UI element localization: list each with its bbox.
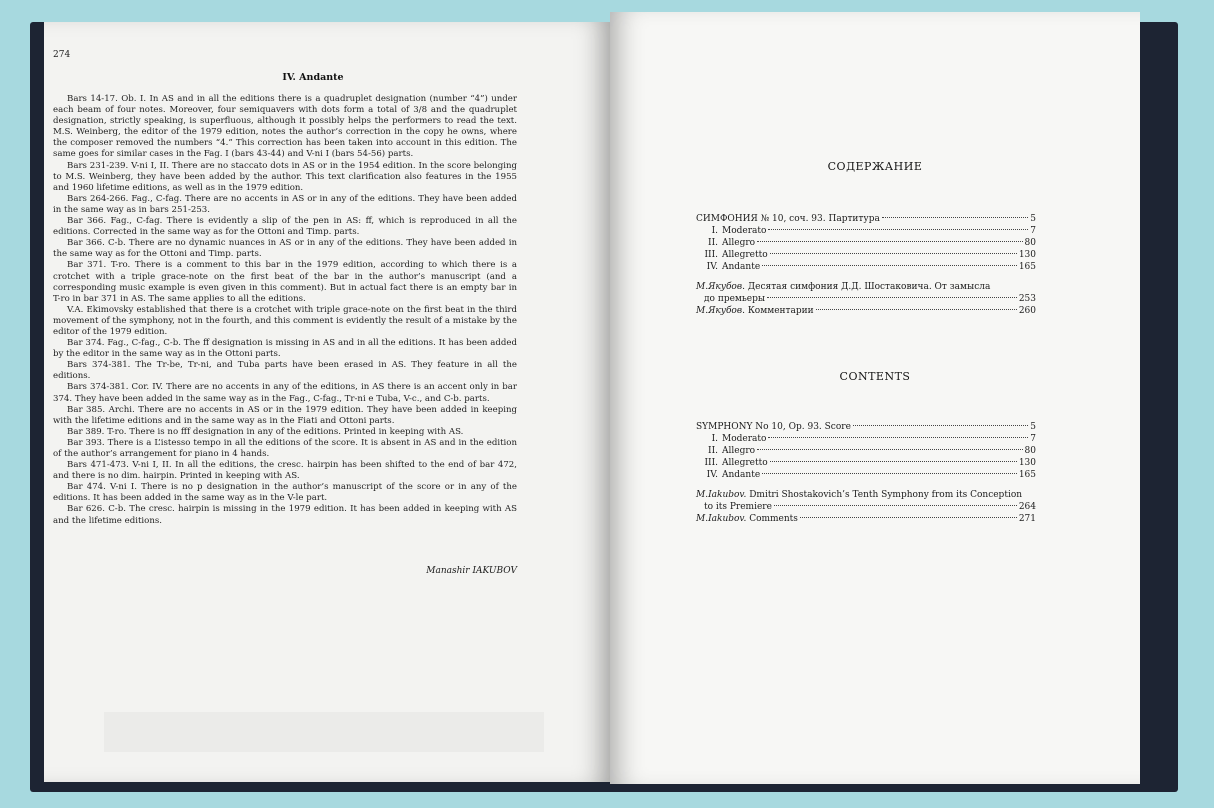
toc-entry [696, 433, 1036, 445]
right-page [610, 12, 1140, 784]
toc-entry-number: II. [708, 238, 718, 248]
toc-entry-page: 7 [1030, 434, 1036, 444]
dot-leader [768, 229, 1028, 230]
toc-article-entry [696, 513, 1036, 525]
paragraph: Bar 385. Archi. There are no accents in AS or in the 1979 edition. They have been added in keeping with the lifetime editions and in the same way as in the Fiati and Ottoni parts. [53, 404, 517, 426]
paragraph: Bars 374-381. Cor. IV. There are no accents in any of the editions, in AS there is an accent only in bar 374. They have been added in the same way as in the Fag., C-fag., Tr-ni e Tuba, V-c., and C-b. parts. [53, 382, 517, 404]
toc-entry-title: Andante [722, 262, 761, 272]
toc-entry-page: 253 [1018, 294, 1036, 304]
toc-article-title: Комментарии [747, 306, 814, 316]
page-number: 274 [53, 50, 71, 60]
toc-entry [696, 261, 1036, 273]
toc-entry [696, 237, 1036, 249]
toc-en [696, 421, 1036, 525]
dot-leader [767, 297, 1017, 298]
dot-leader [774, 505, 1017, 506]
toc-entry-page: 165 [1018, 470, 1036, 480]
paragraph: Bars 471-473. V-ni I, II. In all the editions, the cresc. hairpin has been shifted to the end of bar 472, and there is no dim. hairpin. Printed in keeping with AS. [53, 460, 517, 482]
paragraph: V.A. Ekimovsky established that there is a crotchet with triple grace-note on the first beat in the third movement of the symphony, not in the fourth, and this comment is evidently the result of a mistake by the editor of the 1979 edition. [53, 304, 517, 337]
toc-article-entry [696, 305, 1036, 317]
toc-article-title: до премьеры [704, 294, 766, 304]
toc-heading-en: CONTENTS [839, 370, 911, 383]
paragraph: Bar 366. C-b. There are no dynamic nuances in AS or in any of the editions. They have been added in the same way as for the Ottoni and Timp. parts. [53, 238, 517, 260]
toc-entry-title: Allegro [722, 238, 756, 248]
toc-entry-page: 7 [1030, 226, 1036, 236]
toc-entry-page: 130 [1018, 250, 1036, 260]
dot-leader [853, 425, 1028, 426]
toc-ru [696, 213, 1036, 317]
paragraph: Bars 374-381. The Tr-be, Tr-ni, and Tuba parts have been erased in AS. They feature in all the editions. [53, 360, 517, 382]
toc-entry-title: Allegretto [722, 458, 768, 468]
dot-leader [770, 461, 1017, 462]
comments-body [53, 94, 517, 527]
toc-entry-title: Andante [722, 470, 761, 480]
toc-entry [696, 445, 1036, 457]
toc-entry-title: Allegro [722, 446, 756, 456]
toc-entry-title: Allegretto [722, 250, 768, 260]
toc-entry-page: 165 [1018, 262, 1036, 272]
section-title: IV. Andante [282, 72, 344, 83]
toc-article-title: Comments [749, 514, 798, 524]
toc-entry-page: 260 [1018, 306, 1036, 316]
author-signature: Manashir IAKUBOV [426, 566, 517, 576]
dot-leader [757, 241, 1022, 242]
toc-entry [696, 249, 1036, 261]
toc-article-author: М.Якубов. [696, 282, 745, 292]
paragraph: Bar 374. Fag., C-fag., C-b. The ff designation is missing in AS and in all the editions. It has been added by the editor in the same way as in the Ottoni parts. [53, 338, 517, 360]
dot-leader [762, 473, 1017, 474]
toc-entry [696, 469, 1036, 481]
paragraph: Bar 393. There is a L’istesso tempo in all the editions of the score. It is absent in AS and in the edition of the author’s arrangement for piano in 4 hands. [53, 437, 517, 459]
toc-entry-number: III. [704, 250, 718, 260]
toc-article-author: M.Iakubov. [696, 514, 747, 524]
paragraph: Bar 371. T-ro. There is a comment to this bar in the 1979 edition, according to which there is a crotchet with a triple grace-note on the first beat of the bar in the author’s manuscript (and a corresponding music example is even given in this comment). But in actual fact there is an empty bar in T-ro in bar 371 in AS. The same applies to all the editions. [53, 260, 517, 304]
toc-entry-number: II. [708, 446, 718, 456]
toc-entry-page: 80 [1024, 238, 1036, 248]
paragraph: Bar 474. V-ni I. There is no p designation in the author’s manuscript of the score or in any of the editions. It has been added in the same way as in the V-le part. [53, 482, 517, 504]
dot-leader [768, 437, 1028, 438]
toc-entry-title: Moderato [722, 434, 767, 444]
toc-entry [696, 457, 1036, 469]
toc-article-author: М.Якубов. [696, 306, 745, 316]
dot-leader [762, 265, 1017, 266]
toc-article-title: to its Premiere [704, 502, 772, 512]
toc-entry-title: СИМФОНИЯ № 10, соч. 93. Партитура [696, 214, 880, 224]
toc-entry-title: SYMPHONY No 10, Op. 93. Score [696, 422, 851, 432]
paragraph: Bar 389. T-ro. There is no fff designation in any of the editions. Printed in keeping with AS. [67, 426, 464, 437]
toc-entry-page: 130 [1018, 458, 1036, 468]
toc-article-entry [696, 293, 1036, 305]
toc-entry-number: III. [704, 458, 718, 468]
toc-entry-title: Moderato [722, 226, 767, 236]
dot-leader [800, 517, 1017, 518]
dot-leader [757, 449, 1022, 450]
toc-entry [696, 421, 1036, 433]
toc-entry-number: I. [711, 226, 718, 236]
dot-leader [770, 253, 1017, 254]
toc-entry-page: 5 [1030, 422, 1036, 432]
toc-entry [696, 225, 1036, 237]
dot-leader [816, 309, 1017, 310]
toc-entry-page: 271 [1018, 514, 1036, 524]
toc-entry-page: 80 [1024, 446, 1036, 456]
toc-entry-number: IV. [706, 262, 718, 272]
toc-entry-page: 5 [1030, 214, 1036, 224]
toc-article-title: Dmitri Shostakovich’s Tenth Symphony from its Conception [749, 490, 1023, 500]
toc-entry-number: IV. [706, 470, 718, 480]
toc-article-entry [696, 501, 1036, 513]
paragraph: Bars 14-17. Ob. I. In AS and in all the editions there is a quadruplet designation (number “4”) under each beam of four notes. Moreover, four semiquavers with dots form a total of 3/8 and the quadruplet designation, strictly speaking, is superfluous, although it possibly helps the performers to read the text. M.S. Weinberg, the editor of the 1979 edition, notes the author’s correction in the copy he owns, where the composer removed the numbers “4.” This correction has been taken into account in this edition. The same goes for similar cases in the Fag. I (bars 43-44) and V-ni I (bars 54-56) parts. [53, 94, 517, 160]
toc-entry [696, 213, 1036, 225]
toc-entry-page: 264 [1018, 502, 1036, 512]
toc-article-author: M.Iakubov. [696, 490, 747, 500]
toc-article-entry [696, 281, 1036, 293]
toc-heading-ru: СОДЕРЖАНИЕ [827, 160, 923, 173]
dot-leader [882, 217, 1028, 218]
toc-article-title: Десятая симфония Д.Д. Шостаковича. От замысла [747, 282, 991, 292]
paragraph: Bars 231-239. V-ni I, II. There are no staccato dots in AS or in the 1954 edition. In the score belonging to M.S. Weinberg, they have been added by the author. This text clarification also features in the 1955 and 1960 lifetime editions, as well as in the 1979 edition. [53, 160, 517, 193]
paragraph: Bar 366. Fag., C-fag. There is evidently a slip of the pen in AS: ff, which is reproduced in all the editions. Corrected in the same way as for the Ottoni and Timp. parts. [53, 216, 517, 238]
toc-entry-number: I. [711, 434, 718, 444]
paragraph: Bar 626. C-b. The cresc. hairpin is missing in the 1979 edition. It has been added in keeping with AS and the lifetime editions. [53, 504, 517, 526]
paragraph: Bars 264-266. Fag., C-fag. There are no accents in AS or in any of the editions. They have been added in the same way as in bars 251-253. [53, 193, 517, 215]
toc-article-entry [696, 489, 1036, 501]
